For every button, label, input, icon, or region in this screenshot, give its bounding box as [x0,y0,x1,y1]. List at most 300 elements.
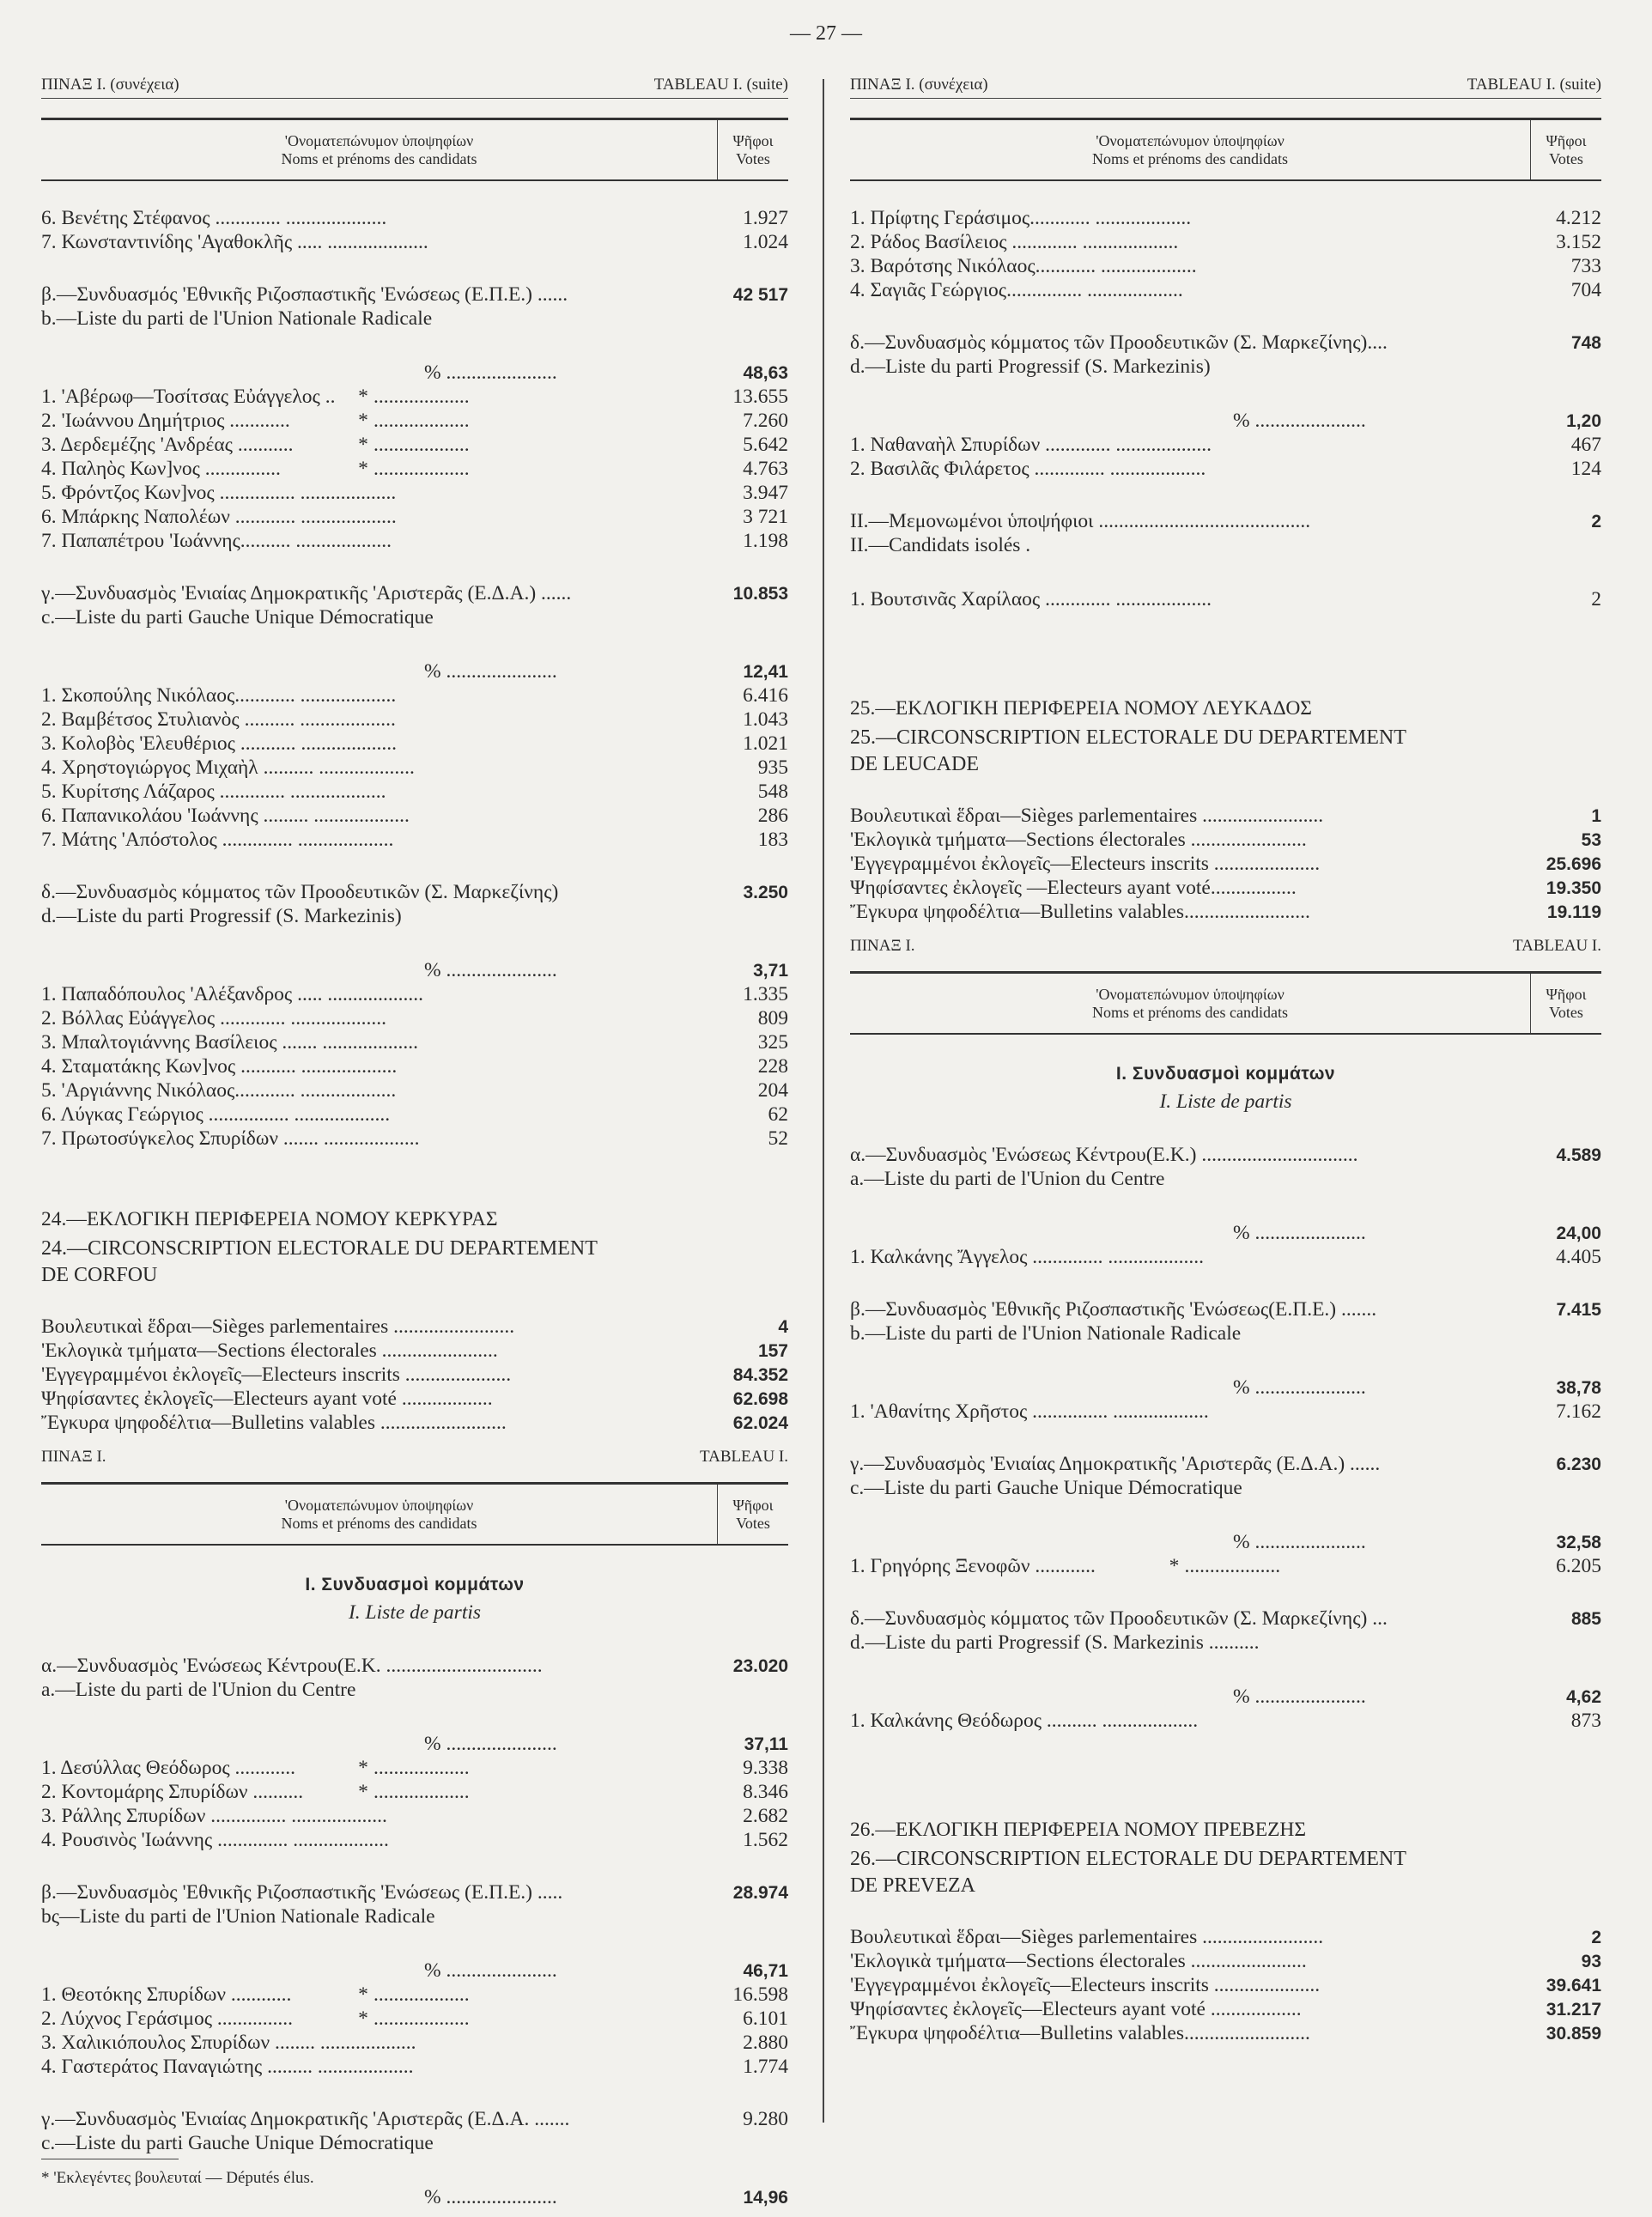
row-value: 1.774 [743,2056,788,2078]
row-value: 8.346 [743,1781,788,1803]
row-label: γ.—Συνδυασμὸς 'Ενιαίας Δημοκρατικῆς 'Αριστερᾶς (Ε.Δ.Α.) ...... [850,1453,1381,1475]
row-value: 183 [757,829,788,851]
row-value: 7.260 [743,410,788,432]
row-label: 1. Δεσύλλας Θεόδωρος ............ [41,1757,296,1779]
table-row [41,283,788,307]
row-label: α.—Συνδυασμὸς 'Ενώσεως Κέντρου(Ε.Κ. ............................... [41,1655,543,1677]
row-value: 53 [1581,830,1601,850]
names-header-greek: 'Ονοματεπώνυμον ὑποψηφίων [1096,985,1285,1003]
row-label: 1. Πρίφτης Γεράσιμος............ ................... [850,207,1192,229]
votes-header-french: Votes [1549,149,1583,167]
names-header-greek: 'Ονοματεπώνυμον ὑποψηφίων [284,131,474,149]
row-leader: ................... [374,1781,470,1803]
spacer [41,1180,788,1208]
table-row [41,708,788,732]
percent-label: % ...................... [424,959,557,981]
table-row [850,279,1601,303]
spacer [850,641,1601,669]
percentage-row [41,959,788,983]
percentage-row [850,1376,1601,1400]
row-label: β.—Συνδυασμὸς 'Εθνικῆς Ριζοσπαστικῆς 'Ενώσεως(Ε.Π.Ε.) ....... [850,1298,1377,1321]
table-header [850,118,1601,181]
running-header-right: TABLEAU I. (suite) [653,76,788,94]
row-label: 2. 'Ιωάννου Δημήτριος ............ [41,410,290,432]
table-row [41,1103,788,1127]
names-header-greek: 'Ονοματεπώνυμον ὑποψηφίων [1096,131,1285,149]
spacer [850,1424,1601,1453]
row-label: 1. Θεοτόκης Σπυρίδων ............ [41,1983,292,2006]
table-row [41,1781,788,1805]
percent-label: % ...................... [1233,1376,1366,1399]
percentage-row [41,660,788,684]
section-heading: 26.—CIRCONSCRIPTION ELECTORALE DU DEPARTEMENT [850,1848,1406,1870]
elected-marker: * [1169,1555,1180,1577]
row-label: 4. Σαγιᾶς Γεώργιος............... ................... [850,279,1183,301]
row-value: 9.338 [743,1757,788,1779]
table-row [41,781,788,805]
row-label: 5. Φρόντζος Κων]νος ............... ................... [41,482,397,504]
table-row [41,881,788,905]
percentage-row [41,1959,788,1983]
footnote: * 'Εκλεγέντες βουλευταί — Députés élus. [41,2169,314,2187]
row-label: Βουλευτικαὶ ἕδραι—Sièges parlementaires ........................ [850,1926,1324,1948]
row-label: 6. Παπανικολάου 'Ιωάννης ......... ................... [41,805,410,827]
table-caption-right: TABLEAU Ι. [700,1448,788,1466]
elected-marker: * [358,1757,368,1779]
row-value: 2.880 [743,2032,788,2054]
row-value: 204 [757,1079,788,1102]
row-value: 23.020 [732,1656,788,1676]
percent-value: 32,58 [1556,1533,1601,1552]
table-row [850,1974,1601,1998]
names-header-french: Noms et prénoms des candidats [1092,1003,1288,1021]
row-leader: ................... [1184,1555,1281,1577]
table-row [850,255,1601,279]
row-label: 1. Γρηγόρης Ξενοφῶν ............ [850,1555,1096,1577]
table-row [41,732,788,756]
row-value: 7.415 [1556,1300,1601,1320]
table-row [41,2032,788,2056]
section-label: a.—Liste du parti de l'Union du Centre [850,1168,1165,1190]
row-label: Ἔγκυρα ψηφοδέλτια—Bulletins valables......................... [850,901,1310,923]
row-value: 1.021 [743,732,788,755]
row-value: 39.641 [1546,1976,1601,1995]
row-label: 3. Δερδεμέζης 'Ανδρέας ........... [41,434,294,456]
row-label: 6. Μπάρκης Ναπολέων ............ ................... [41,506,397,528]
row-leader: ................... [374,1757,470,1779]
spacer [850,381,1601,410]
percent-value: 4,62 [1566,1687,1601,1707]
percentage-row [41,361,788,386]
section-heading: DE LEUCADE [850,753,979,775]
row-label: δ.—Συνδυασμὸς κόμματος τῶν Προοδευτικῶν (Σ. Μαρκεζίνης) [41,881,559,903]
spacer [41,1626,788,1655]
votes-column-header [1531,120,1601,179]
table-caption-left: ΠΙΝΑΞ Ι. [41,1448,106,1466]
group-title: Ι. Συνδυασμοὶ κομμάτων [305,1575,525,1594]
row-value: 84.352 [732,1365,788,1385]
row-label: 'Εγγεγραμμένοι ἐκλογεῖς—Electeurs inscrits ..................... [850,1974,1321,1996]
section-label: b.—Liste du parti de l'Union Nationale Radicale [41,307,433,330]
elected-marker: * [358,1983,368,2006]
row-label: 2. Βόλλας Εὐάγγελος ............. ................... [41,1007,386,1030]
row-label: Ψηφίσαντες ἐκλογεῖς—Electeurs ayant voté .................. [41,1388,493,1410]
row-label: δ.—Συνδυασμὸς κόμματος τῶν Προοδευτικῶν (Σ. Μαρκεζίνης) ... [850,1607,1388,1630]
row-value: 19.119 [1546,902,1601,922]
section-label: b.—Liste du parti de l'Union Nationale Radicale [850,1322,1242,1345]
section-label: a.—Liste du parti de l'Union du Centre [41,1679,356,1701]
row-label: Ἔγκυρα ψηφοδέλτια—Bulletins valables ......................... [41,1412,507,1434]
percentage-row [41,1733,788,1757]
spacer [41,632,788,660]
table-row [850,510,1601,534]
spacer [850,1579,1601,1607]
names-header-greek: 'Ονοματεπώνυμον ὑποψηφίων [284,1496,474,1514]
spacer [850,1657,1601,1686]
section-label: c.—Liste du parti Gauche Unique Démocratique [41,2132,434,2154]
left-body [41,207,788,2210]
row-value: 1.335 [743,983,788,1005]
table-row [41,1983,788,2007]
table-row [41,1031,788,1055]
row-value: 1.024 [743,231,788,253]
row-label: α.—Συνδυασμὸς 'Ενώσεως Κέντρου(Ε.Κ.) ............................... [850,1144,1358,1166]
section-label: 25.—ΕΚΛΟΓΙΚΗ ΠΕΡΙΦΕΡΕΙΑ ΝΟΜΟΥ ΛΕΥΚΑΔΟΣ [850,697,1312,720]
row-value: 5.642 [743,434,788,456]
row-label: 'Εγγεγραμμένοι ἐκλογεῖς—Electeurs inscrits ..................... [41,1364,512,1386]
table-row [850,331,1601,355]
table-caption-left: ΠΙΝΑΞ Ι. [850,937,915,955]
spacer [41,255,788,283]
percentage-row [850,1222,1601,1246]
table-row [41,1881,788,1905]
table-row [850,1926,1601,1950]
row-value: 6.205 [1556,1555,1601,1577]
row-value: 9.280 [743,2108,788,2130]
row-label: 3. Βαρότσης Νικόλαος............ ................... [850,255,1197,277]
table-row [850,829,1601,853]
section-heading: 25.—CIRCONSCRIPTION ELECTORALE DU DEPARTEMENT [850,726,1406,749]
row-label: 1. Βουτσινᾶς Χαρίλαος ............. ................... [850,588,1212,610]
row-label: 1. 'Αβέρωφ—Τοσίτσας Εὐάγγελος .. [41,386,336,408]
section-label: d.—Liste du parti Progressif (S. Markezinis) [850,355,1211,378]
group-subtitle: I. Liste de partis [1159,1090,1292,1113]
percent-label: % ...................... [1233,410,1366,432]
row-value: 62 [768,1103,788,1126]
names-header-french: Noms et prénoms des candidats [281,149,477,167]
spacer [850,612,1601,641]
row-value: 325 [757,1031,788,1054]
row-value: 4 [778,1317,788,1337]
percent-label: % ...................... [1233,1222,1366,1244]
row-value: 1.562 [743,1829,788,1851]
row-label: 2. Ράδος Βασίλειος ............. ................... [850,231,1179,253]
table-row [41,805,788,829]
spacer [41,853,788,881]
row-label: 1. Καλκάνης Θεόδωρος .......... ................... [850,1710,1199,1732]
spacer [850,1503,1601,1531]
row-leader: ................... [374,434,470,456]
row-label: β.—Συνδυασμός 'Εθνικῆς Ριζοσπαστικῆς 'Ενώσεως (Ε.Π.Ε.) ...... [41,283,568,306]
row-value: 10.853 [732,584,788,604]
row-label: 2. Βαμβέτσος Στυλιανὸς .......... ................... [41,708,396,731]
table-row [41,1757,788,1781]
row-value: 42 517 [732,285,788,305]
names-header-french: Noms et prénoms des candidats [281,1514,477,1532]
row-value: 2 [1591,512,1601,531]
group-title: Ι. Συνδυασμοὶ κομμάτων [1115,1064,1336,1084]
section-label: d.—Liste du parti Progressif (S. Markezinis) [41,905,402,927]
elected-marker: * [358,1781,368,1803]
row-label: 7. Μάτης 'Απόστολος .............. ................... [41,829,394,851]
names-header-french: Noms et prénoms des candidats [1092,149,1288,167]
percent-value: 14,96 [743,2188,788,2208]
percent-value: 46,71 [743,1961,788,1981]
row-label: 1. Παπαδόπουλος 'Αλέξανδρος ..... ................... [41,983,423,1005]
row-label: 3. Ράλλης Σπυρίδων ............... ................... [41,1805,387,1827]
names-column-header [41,1485,718,1544]
row-label: 2. Βασιλᾶς Φιλάρετος .............. ................... [850,458,1206,480]
row-value: 93 [1581,1952,1601,1971]
table-row [850,231,1601,255]
row-label: 3. Κολοβὸς 'Ελευθέριος ........... ................... [41,732,397,755]
spacer [850,1115,1601,1144]
table-row [41,1339,788,1364]
percent-label: % ...................... [424,1733,557,1755]
percent-value: 38,78 [1556,1378,1601,1398]
row-value: 157 [757,1341,788,1361]
table-row [41,506,788,530]
spacer [850,1734,1601,1762]
running-header [41,76,788,99]
row-label: ΙΙ.—Μεμονωμένοι ὑποψήφιοι .......................................... [850,510,1311,532]
row-label: γ.—Συνδυασμὸς 'Ενιαίας Δημοκρατικῆς 'Αριστερᾶς (Ε.Δ.Α. ....... [41,2108,570,2130]
row-value: 748 [1570,333,1601,353]
table-row [850,805,1601,829]
votes-header-greek: Ψῆφοι [1546,131,1587,149]
row-value: 3.152 [1556,231,1601,253]
row-label: δ.—Συνδυασμὸς κόμματος τῶν Προοδευτικῶν (Σ. Μαρκεζίνης).... [850,331,1388,354]
table-row [41,756,788,781]
running-header-left: ΠΙΝΑΞ Ι. (συνέχεια) [850,76,988,94]
spacer [850,303,1601,331]
table-row [41,1079,788,1103]
right-body [850,207,1601,2046]
table-row [41,1055,788,1079]
elected-marker: * [358,410,368,432]
percentage-row [850,1686,1601,1710]
row-leader: ................... [374,458,470,480]
spacer [41,333,788,361]
percent-value: 37,11 [744,1734,788,1754]
row-value: 935 [757,756,788,779]
table-row [850,207,1601,231]
table-row [850,1453,1601,1477]
row-value: 28.974 [732,1883,788,1903]
row-label: Ψηφίσαντες ἐκλογεῖς —Electeurs ayant voté................. [850,877,1297,899]
row-label: Βουλευτικαὶ ἕδραι—Sièges parlementaires ........................ [850,805,1324,827]
row-leader: ................... [374,410,470,432]
table-row [41,231,788,255]
row-value: 52 [768,1127,788,1150]
elected-marker: * [358,386,368,408]
row-value: 25.696 [1546,854,1601,874]
names-column-header [850,120,1531,179]
row-value: 6.101 [743,2007,788,2030]
votes-header-greek: Ψῆφοι [732,131,774,149]
table-row [41,829,788,853]
row-leader: ................... [374,2007,470,2030]
left-column [41,76,788,2210]
votes-header-greek: Ψῆφοι [1546,985,1587,1003]
section-label: 26.—ΕΚΛΟΓΙΚΗ ΠΕΡΙΦΕΡΕΙΑ ΝΟΜΟΥ ΠΡΕΒΕΖΗΣ [850,1819,1307,1841]
table-row [850,1400,1601,1424]
group-subtitle: I. Liste de partis [348,1601,482,1624]
section-label: 24.—ΕΚΛΟΓΙΚΗ ΠΕΡΙΦΕΡΕΙΑ ΝΟΜΟΥ ΚΕΡΚΥΡΑΣ [41,1208,498,1230]
table-row [41,1315,788,1339]
row-label: 4. Σταματάκης Κων]νος ........... ................... [41,1055,398,1078]
section-label: d.—Liste du parti Progressif (S. Markezinis .......... [850,1631,1260,1654]
row-value: 31.217 [1546,2000,1601,2020]
table-row [850,588,1601,612]
section-heading: 24.—CIRCONSCRIPTION ELECTORALE DU DEPARTEMENT [41,1237,598,1260]
row-label: 'Εκλογικὰ τμήματα—Sections électorales ....................... [850,829,1307,851]
page-number: — 27 — [790,22,862,45]
spacer [41,554,788,582]
row-value: 4.763 [743,458,788,480]
spacer [850,1194,1601,1222]
names-column-header [850,974,1531,1033]
section-heading: DE PREVEZA [850,1874,975,1897]
percent-value: 24,00 [1556,1224,1601,1243]
table-row [41,2056,788,2080]
percent-label: % ...................... [424,660,557,683]
votes-column-header [1531,974,1601,1033]
percent-label: % ...................... [424,2186,557,2208]
right-column [850,76,1601,2046]
row-label: 1. 'Αθανίτης Χρῆστος ............... ................... [850,1400,1209,1423]
table-row [41,530,788,554]
row-value: 3.250 [743,883,788,902]
table-row [850,1950,1601,1974]
row-value: 19.350 [1546,878,1601,898]
running-header-right: TABLEAU I. (suite) [1467,76,1601,94]
percent-label: % ...................... [424,1959,557,1982]
table-row [850,458,1601,482]
table-row [41,434,788,458]
votes-column-header [718,120,788,179]
row-label: Ἔγκυρα ψηφοδέλτια—Bulletins valables......................... [850,2022,1310,2044]
percent-value: 48,63 [743,363,788,383]
row-value: 6.416 [743,684,788,707]
spacer [850,1270,1601,1298]
elected-marker: * [358,434,368,456]
table-row [850,1298,1601,1322]
running-header-left: ΠΙΝΑΞ Ι. (συνέχεια) [41,76,179,94]
table-row [41,410,788,434]
row-label: 3. Μπαλτογιάννης Βασίλειος ....... ................... [41,1031,419,1054]
section-label: c.—Liste du parti Gauche Unique Démocratique [41,606,434,629]
row-label: 6. Βενέτης Στέφανος ............. .................... [41,207,387,229]
votes-header-greek: Ψῆφοι [732,1496,774,1514]
table-header [41,1482,788,1546]
row-value: 62.024 [732,1413,788,1433]
row-value: 1.043 [743,708,788,731]
row-leader: ................... [374,1983,470,2006]
row-value: 62.698 [732,1389,788,1409]
row-label: 6. Λύγκας Γεώργιος ................ ................... [41,1103,391,1126]
table-row [41,2108,788,2132]
row-value: 7.162 [1556,1400,1601,1423]
table-row [850,1144,1601,1168]
row-label: 1. Ναθαναὴλ Σπυρίδων ............. ................... [850,434,1212,456]
row-leader: ................... [374,386,470,408]
row-label: 'Εκλογικὰ τμήματα—Sections électorales ....................... [41,1339,498,1362]
table-caption [850,937,1601,959]
table-caption [41,1448,788,1470]
table-row [41,582,788,606]
votes-column-header [718,1485,788,1544]
percent-label: % ...................... [1233,1531,1366,1553]
row-value: 733 [1570,255,1601,277]
percent-value: 1,20 [1566,411,1601,431]
row-label: 'Εκλογικὰ τμήματα—Sections électorales ....................... [850,1950,1307,1972]
row-label: 5. 'Αργιάννης Νικόλαος............ ................... [41,1079,397,1102]
table-row [850,1246,1601,1270]
table-row [41,1829,788,1853]
table-row [41,684,788,708]
spacer [41,1931,788,1959]
row-value: 704 [1570,279,1601,301]
row-value: 809 [757,1007,788,1030]
row-label: β.—Συνδυασμὸς 'Εθνικῆς Ριζοσπαστικῆς 'Ενώσεως (Ε.Π.Ε.) ..... [41,1881,563,1904]
table-row [41,1805,788,1829]
row-value: 4.405 [1556,1246,1601,1268]
table-row [850,434,1601,458]
spacer [850,1790,1601,1819]
spacer [850,1898,1601,1926]
table-row [41,482,788,506]
section-heading: DE CORFOU [41,1264,158,1286]
percent-value: 3,71 [753,961,788,981]
row-value: 873 [1570,1710,1601,1732]
elected-marker: * [358,458,368,480]
row-label: 7. Παπαπέτρου 'Ιωάννης.......... ................... [41,530,392,552]
percentage-row [850,1531,1601,1555]
table-header [41,118,788,181]
row-label: Βουλευτικαὶ ἕδραι—Sièges parlementaires ........................ [41,1315,515,1338]
table-row [850,1710,1601,1734]
row-label: 7. Πρωτοσύγκελος Σπυρίδων ....... ................... [41,1127,420,1150]
table-row [41,1412,788,1436]
row-value: 4.212 [1556,207,1601,229]
row-value: 2.682 [743,1805,788,1827]
spacer [850,482,1601,510]
table-row [850,1555,1601,1579]
row-value: 16.598 [732,1983,788,2006]
percent-label: % ...................... [424,361,557,384]
votes-header-french: Votes [1549,1003,1583,1021]
percent-value: 12,41 [743,662,788,682]
row-label: 'Εγγεγραμμένοι ἐκλογεῖς—Electeurs inscrits ..................... [850,853,1321,875]
table-row [41,207,788,231]
row-label: γ.—Συνδυασμὸς 'Ενιαίας Δημοκρατικῆς 'Αριστερᾶς (Ε.Δ.Α.) ...... [41,582,572,604]
table-row [850,853,1601,877]
table-row [41,458,788,482]
votes-header-french: Votes [736,1514,770,1532]
table-row [41,1364,788,1388]
spacer [41,1704,788,1733]
